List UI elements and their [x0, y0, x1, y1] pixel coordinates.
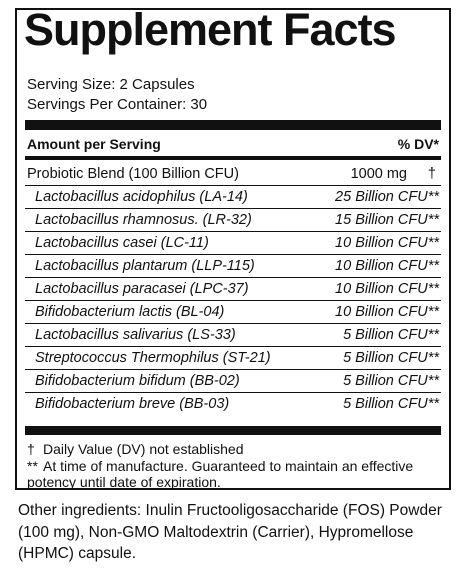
panel-title: Supplement Facts — [24, 4, 396, 55]
strain-name: Streptococcus Thermophilus (ST-21) — [35, 350, 271, 366]
blend-dv: † — [427, 166, 436, 182]
strain-value: 5 Billion CFU** — [343, 373, 439, 389]
strain-value: 10 Billion CFU** — [335, 258, 439, 274]
blend-amount: 1000 mg — [350, 166, 407, 182]
strain-value: 5 Billion CFU** — [343, 396, 439, 412]
strain-name: Lactobacillus acidophilus (LA-14) — [35, 189, 248, 205]
amount-per-serving-label: Amount per Serving — [27, 136, 161, 152]
servings-per-container: Servings Per Container: 30 — [27, 96, 208, 113]
dagger-text: Daily Value (DV) not established — [43, 441, 244, 457]
strain-value: 10 Billion CFU** — [335, 235, 439, 251]
row-divider — [25, 254, 441, 255]
row-divider — [25, 185, 441, 186]
serving-size: Serving Size: 2 Capsules — [27, 76, 195, 93]
row-divider — [25, 323, 441, 324]
footnote-star-line-1 — [27, 458, 413, 474]
row-divider — [25, 300, 441, 301]
amount-header-row — [27, 136, 439, 152]
blend-name: Probiotic Blend (100 Billion CFU) — [27, 166, 239, 182]
strain-value: 15 Billion CFU** — [335, 212, 439, 228]
row-divider — [25, 369, 441, 370]
thick-divider-top — [25, 120, 441, 130]
strain-name: Bifidobacterium lactis (BL-04) — [35, 304, 225, 320]
strain-value: 10 Billion CFU** — [335, 281, 439, 297]
dagger-symbol: † — [27, 441, 35, 457]
strain-value: 25 Billion CFU** — [335, 189, 439, 205]
strain-name: Lactobacillus salivarius (LS-33) — [35, 327, 236, 343]
strain-name: Lactobacillus rhamnosus. (LR-32) — [35, 212, 252, 228]
medium-divider — [25, 156, 441, 160]
row-divider — [25, 277, 441, 278]
strain-name: Bifidobacterium bifidum (BB-02) — [35, 373, 240, 389]
supplement-facts-panel — [15, 4, 451, 490]
other-ingredients: Other ingredients: Inulin Fructooligosaccharide (FOS) Powder (100 mg), Non-GMO Maltodextrin (Carrier), Hypromellose (HPMC) capsule. — [18, 502, 442, 562]
strain-value: 10 Billion CFU** — [335, 304, 439, 320]
strain-value: 5 Billion CFU** — [343, 327, 439, 343]
thick-divider-bottom — [25, 426, 441, 435]
double-star-symbol: ** — [27, 458, 38, 474]
strain-name: Lactobacillus casei (LC-11) — [35, 235, 209, 251]
row-divider — [25, 392, 441, 393]
footnote-star-line-2: potency until date of expiration. — [27, 474, 221, 490]
footnote-dagger — [27, 441, 244, 457]
strain-name: Bifidobacterium breve (BB-03) — [35, 396, 230, 412]
row-divider — [25, 346, 441, 347]
dv-header-label: % DV* — [397, 136, 439, 152]
star-text-1: At time of manufacture. Guaranteed to maintain an effective — [43, 458, 414, 474]
row-divider — [25, 208, 441, 209]
strain-value: 5 Billion CFU** — [343, 350, 439, 366]
strain-name: Lactobacillus plantarum (LLP-115) — [35, 258, 255, 274]
strain-name: Lactobacillus paracasei (LPC-37) — [35, 281, 249, 297]
row-divider — [25, 231, 441, 232]
